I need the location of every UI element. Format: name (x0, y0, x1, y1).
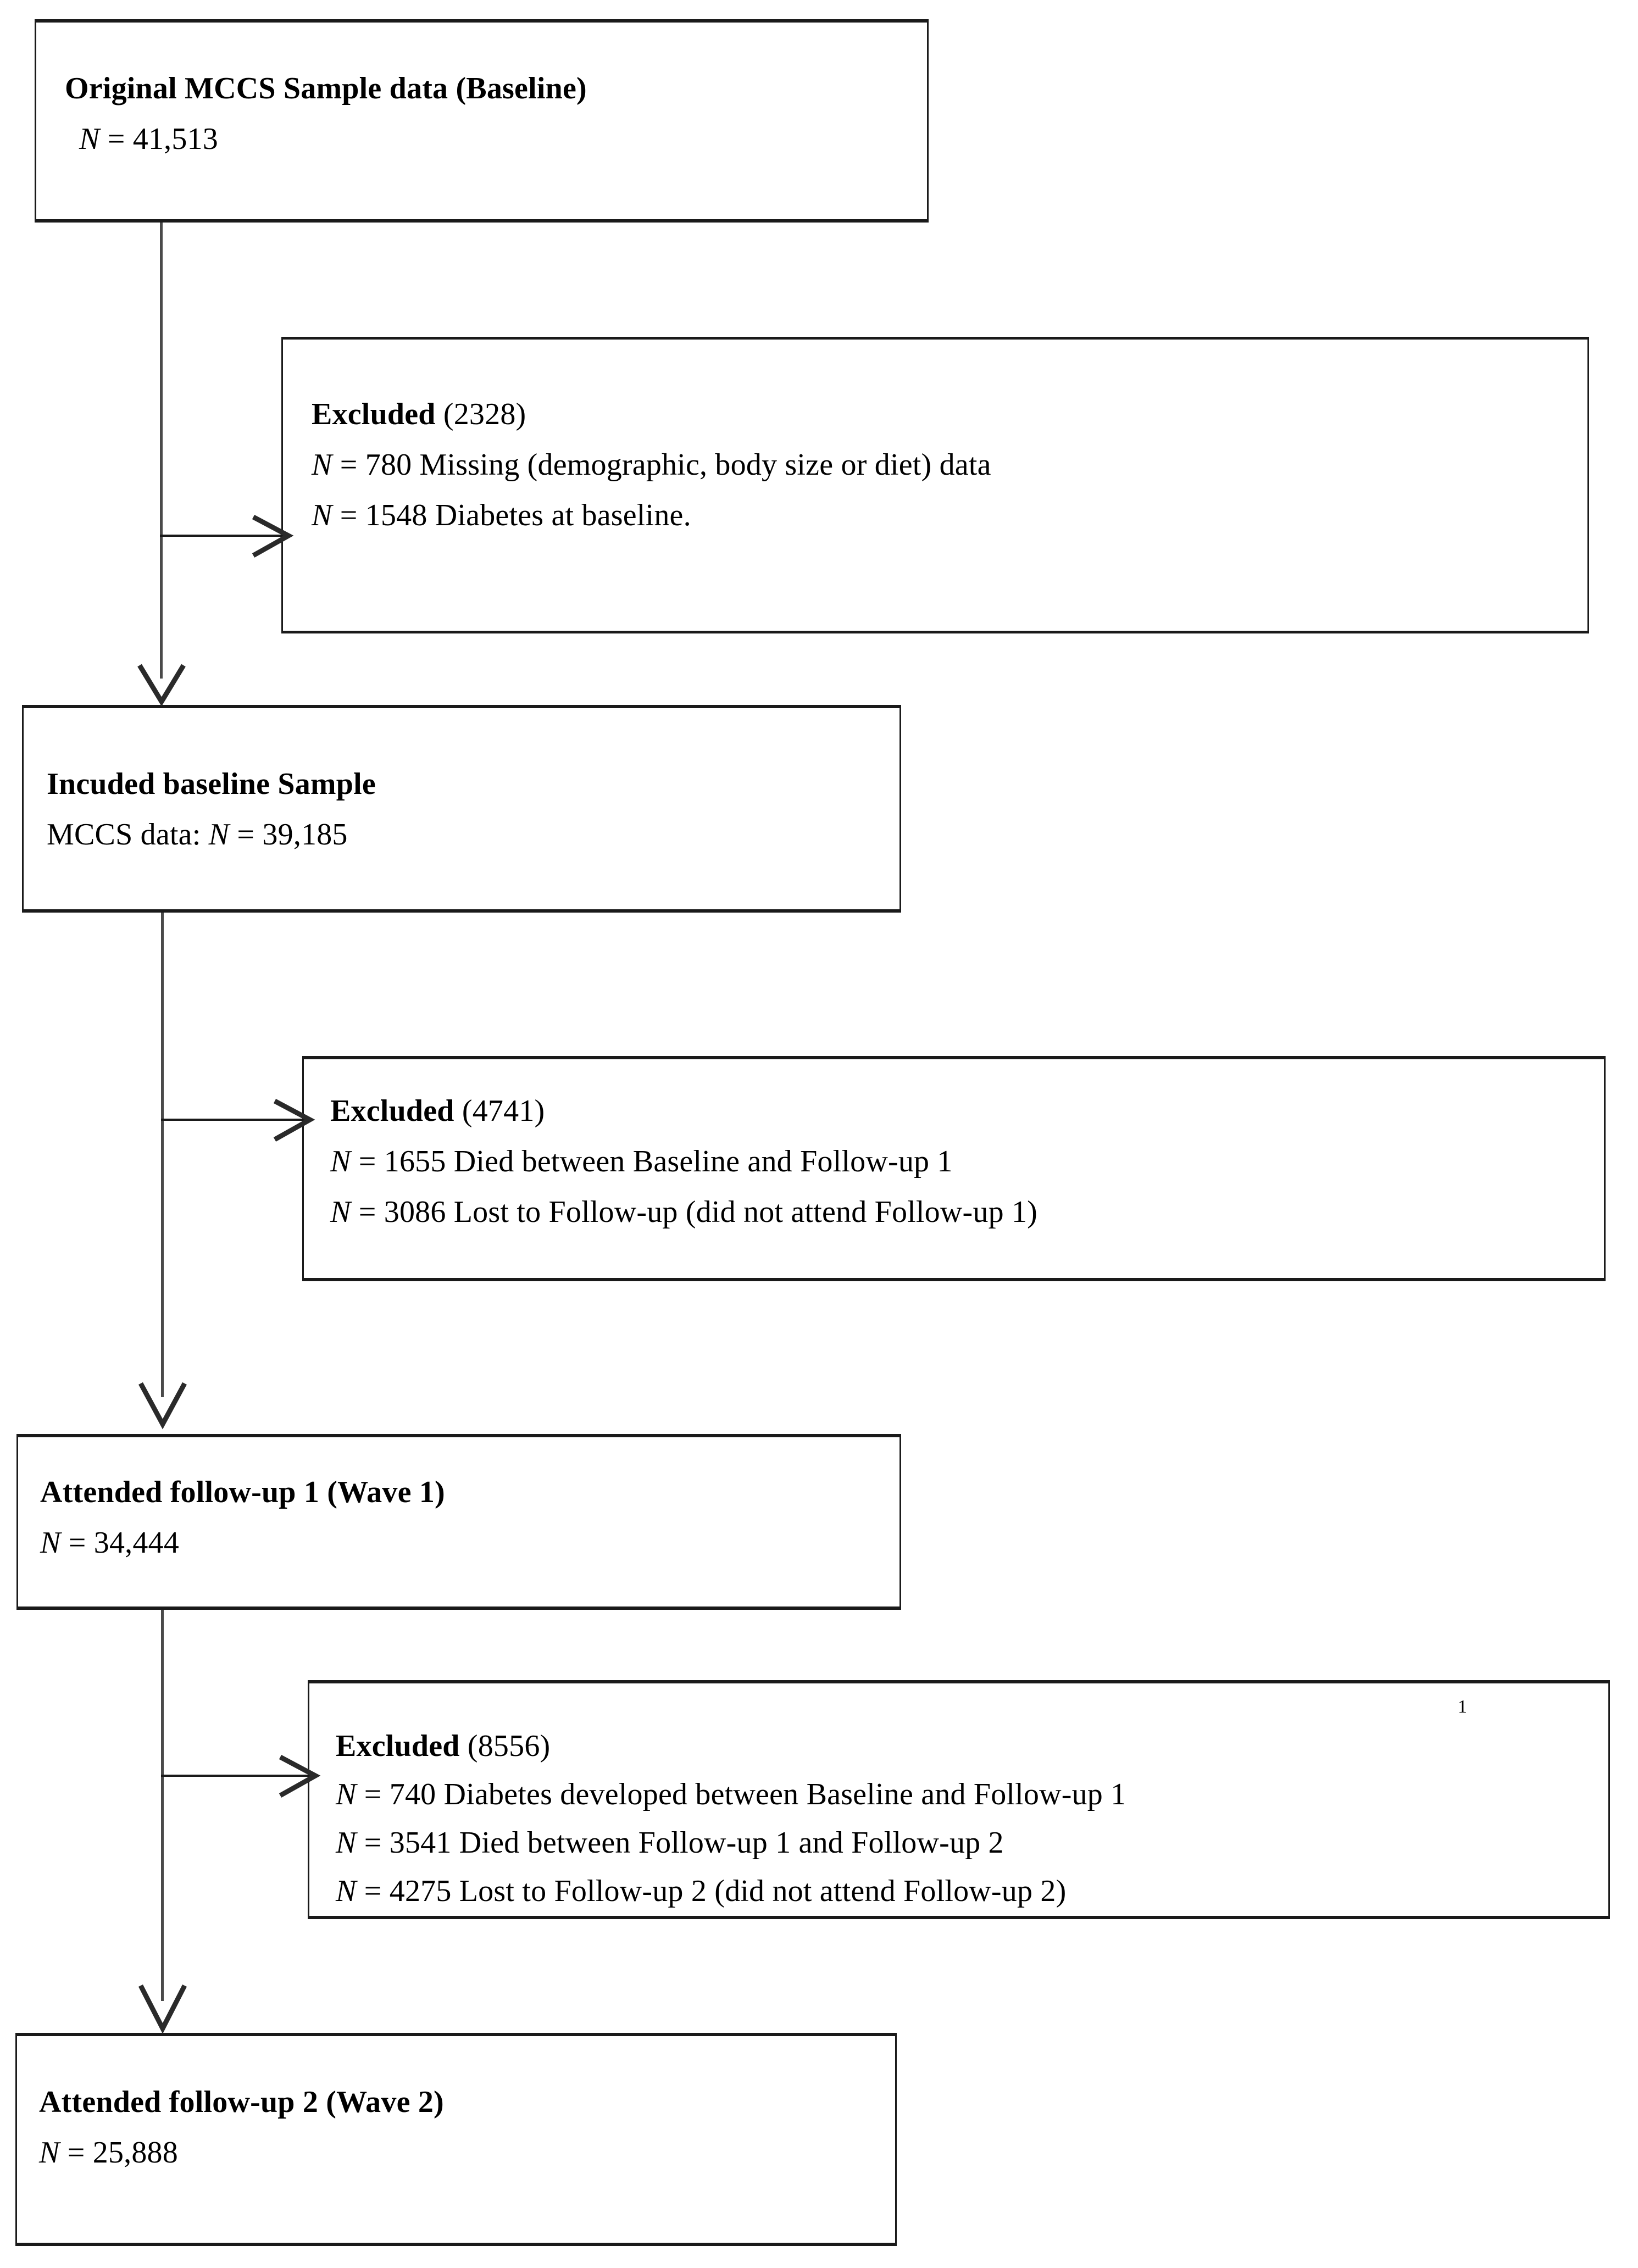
connector-baseline-to-included (160, 223, 163, 679)
excluded-baseline-diabetes: N = 1548 Diabetes at baseline. (312, 498, 691, 532)
excluded-followup2-box (308, 1680, 1610, 1919)
arrow-down-icon-3 (137, 1982, 188, 2035)
excluded-baseline-box (281, 337, 1589, 633)
n-symbol: N (336, 1874, 357, 1908)
included-baseline-box (22, 705, 901, 913)
arrow-right-icon-1 (250, 514, 295, 561)
excluded-followup2-died: N = 3541 Died between Follow-up 1 and Follow-up 2 (336, 1826, 1004, 1860)
n-symbol: N (40, 1526, 61, 1560)
original-sample-title: Original MCCS Sample data (Baseline) (65, 71, 587, 105)
n-symbol: N (336, 1826, 357, 1860)
n-symbol: N (312, 498, 332, 532)
arrow-right-icon-2 (271, 1098, 317, 1145)
excluded-label: Excluded (312, 397, 436, 431)
excluded-followup1-title (330, 1096, 1593, 1126)
n-symbol: N (208, 818, 230, 852)
connector-included-to-wave1 (161, 913, 164, 1397)
original-sample-count (65, 124, 916, 154)
n-symbol: N (330, 1195, 351, 1229)
attended-followup2-title: Attended follow-up 2 (Wave 2) (39, 2085, 444, 2119)
connector-wave1-to-wave2 (161, 1610, 164, 2001)
excluded-followup1-died: N = 1655 Died between Baseline and Follow-up 1 (330, 1144, 953, 1179)
n-symbol: N (336, 1777, 357, 1811)
excluded-followup2-title (336, 1731, 1597, 1761)
arrow-down-icon-1 (136, 662, 187, 707)
attended-followup1-count: N = 34,444 (40, 1526, 179, 1560)
excluded-followup1-lost: N = 3086 Lost to Follow-up (did not attend Follow-up 1) (330, 1195, 1038, 1229)
n-symbol: N (330, 1144, 351, 1179)
excluded-baseline-total: (2328) (435, 397, 526, 431)
excluded-label: Excluded (330, 1094, 454, 1128)
original-sample-box (35, 19, 929, 223)
excluded-baseline-missing: N = 780 Missing (demographic, body size or diet) data (312, 448, 991, 482)
excluded-followup1-total: (4741) (454, 1094, 545, 1128)
n-symbol: N (39, 2136, 60, 2170)
original-sample-count-value: = (99, 122, 133, 156)
n-symbol: N (312, 448, 332, 482)
arrow-right-icon-3 (277, 1754, 322, 1801)
excluded-baseline-title (312, 399, 1576, 430)
excluded-followup2-total: (8556) (459, 1729, 551, 1763)
attended-followup2-count: N = 25,888 (39, 2136, 178, 2170)
excluded-followup2-diabetes: N = 740 Diabetes developed between Baseline and Follow-up 1 (336, 1777, 1126, 1811)
included-baseline-count: MCCS data: N = 39,185 (47, 818, 348, 852)
excluded-followup2-lost: N = 4275 Lost to Follow-up 2 (did not attend Follow-up 2) (336, 1874, 1067, 1908)
included-baseline-title: Incuded baseline Sample (47, 767, 376, 801)
attended-followup1-box (16, 1434, 901, 1610)
attended-followup1-title: Attended follow-up 1 (Wave 1) (40, 1475, 445, 1509)
excluded-followup1-box (302, 1056, 1606, 1281)
original-sample-n: 41,513 (132, 122, 218, 156)
arrow-down-icon-2 (137, 1380, 188, 1431)
footnote-marker: 1 (1458, 1697, 1467, 1717)
excluded-label: Excluded (336, 1729, 460, 1763)
n-symbol: N (79, 122, 100, 156)
attended-followup2-box (15, 2033, 897, 2246)
